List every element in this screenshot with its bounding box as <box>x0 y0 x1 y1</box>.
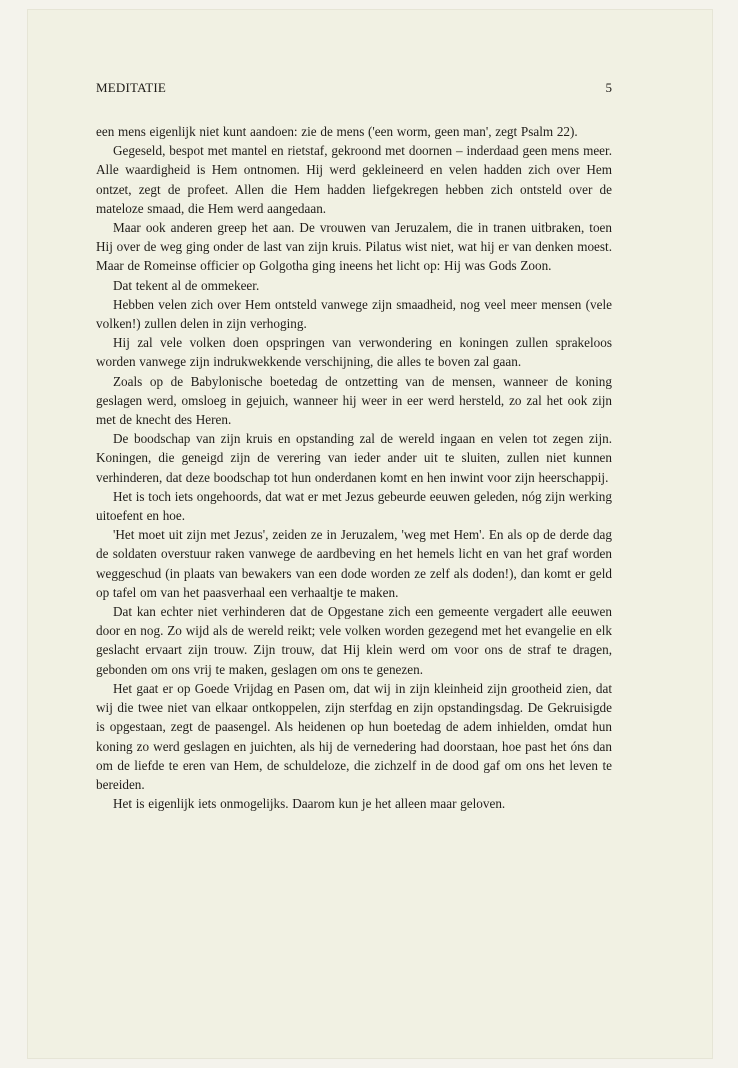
paragraph: Dat tekent al de ommekeer. <box>113 277 260 293</box>
running-head: MEDITATIE <box>96 80 167 95</box>
paragraph: Dat kan echter niet verhinderen dat de Opgestane zich een gemeente vergadert alle eeuwen door en nog. Zo wijd als de wereld reikt; vele volken worden gezegend met het evangelie en elk geslacht ervaart zijn trouw. Zijn trouw, dat Hij klein werd om voor ons de straf te dragen, gebonden om ons vrij te maken, geslagen om ons te genezen. <box>96 604 612 677</box>
paragraph: Hebben velen zich over Hem ontsteld vanwege zijn smaadheid, nog veel meer mensen (vele volken!) zullen delen in zijn verhoging. <box>96 296 612 332</box>
paragraph: Het is toch iets ongehoords, dat wat er met Jezus gebeurde eeuwen geleden, nóg zijn werking uitoefent en hoe. <box>96 488 612 524</box>
paragraph: Het is eigenlijk iets onmogelijks. Daarom kun je het alleen maar geloven. <box>113 796 506 812</box>
page-header <box>96 80 612 98</box>
paragraph: Hij zal vele volken doen opspringen van verwondering en koningen zullen sprakeloos worden vanwege zijn indrukwekkende verschijning, die alles te boven zal gaan. <box>96 335 612 370</box>
paragraph: een mens eigenlijk niet kunt aandoen: zie de mens ('een worm, geen man', zegt Psalm 22). <box>96 124 578 139</box>
paragraph: 'Het moet uit zijn met Jezus', zeiden ze in Jeruzalem, 'weg met Hem'. En als op de derde dag de soldaten overstuur raken vanwege de aardbeving en het hemels licht en van het graf worden weggeschud (in plaats van bewakers van een dode worden ze zelf als doden!), dan komt er geld op tafel om van het paasverhaal een verhaaltje te maken. <box>96 527 612 600</box>
page-number: 5 <box>605 80 612 95</box>
paragraph: Het gaat er op Goede Vrijdag en Pasen om, dat wij in zijn kleinheid zijn grootheid zien, dat wij die twee niet van elkaar ontkoppelen, zijn sterfdag en zijn opstandingsdag. De Gekruisigde is opgestaan, zegt de paasengel. Als heidenen op hun boetedag de adem inhielden, omdat hun koning zo werd geslagen en juichten, als hij de vernedering had doorstaan, hoe past het óns dan om de liefde te eren van Hem, de schuldeloze, die zichzelf in de dood gaf om ons het leven te bereiden. <box>96 680 612 792</box>
paragraph: Gegeseld, bespot met mantel en rietstaf, gekroond met doornen – inderdaad geen mens meer. Alle waardigheid is Hem ontnomen. Hij werd gekleineerd en velen hadden zich over Hem ontzet, zegt de profeet. Allen die Hem hadden liefgekregen hebben zich ontsteld over de mateloze smaad, die Hem werd aangedaan. <box>96 143 612 216</box>
body-text <box>96 122 612 813</box>
paragraph: De boodschap van zijn kruis en opstanding zal de wereld ingaan en velen tot zegen zijn. Koningen, die geneigd zijn de verering van ieder ander uit te sluiten, zullen niet kunnen verhinderen, dat deze boodschap tot hun onderdanen komt en hen inwint voor zijn heerschappij. <box>96 431 612 485</box>
paragraph: Zoals op de Babylonische boetedag de ontzetting van de mensen, wanneer de koning geslagen werd, omsloeg in gejuich, wanneer hij weer in eer werd hersteld, zo zal het ook zijn met de knecht des Heren. <box>96 373 612 428</box>
paragraph: Maar ook anderen greep het aan. De vrouwen van Jeruzalem, die in tranen uitbraken, toen Hij over de weg ging onder de last van zijn kruis. Pilatus wist niet, wat hij er van denken moest. Maar de Romeinse officier op Golgotha ging ineens het licht op: Hij was Gods Zoon. <box>96 220 612 274</box>
